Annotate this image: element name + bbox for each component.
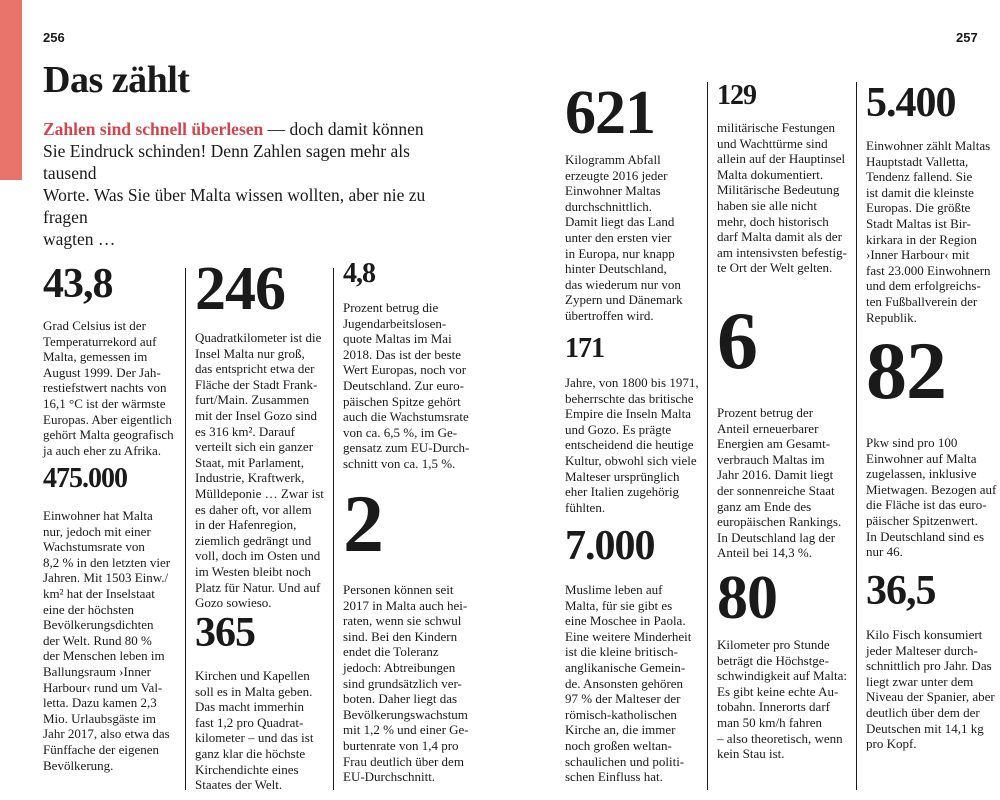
fact-text-line: nur 46. [866, 544, 903, 560]
fact-text-line: Eine weitere Minderheit [565, 628, 692, 644]
fact-text-line: Tendenz fallend. Sie [866, 169, 973, 185]
fact-text-line: deutlich über dem der [866, 704, 980, 720]
fact-number: 6 [717, 295, 757, 386]
fact-text-line: soll es in Malta geben. [195, 683, 313, 699]
fact-text-line: es 316 km². Darauf [195, 423, 295, 439]
fact-text-line: Harbour‹ rund um Val- [43, 679, 163, 695]
fact-number: 36,5 [866, 568, 936, 614]
fact-text-line: Pkw sind pro 100 [866, 435, 958, 450]
fact-text-line: Kirchen und Kapellen [195, 668, 310, 683]
fact-text-line: Wachstumsrate von [43, 539, 145, 555]
fact-text-line: päischer Spitzenwert. [866, 512, 978, 528]
fact-text-line: Empire die Inseln Malta [565, 406, 691, 422]
fact-text-line: Kilometer pro Stunde [717, 637, 830, 652]
fact-text-line: Quadratkilometer ist die [195, 330, 322, 345]
intro-line: wagten … [43, 229, 116, 249]
fact-text-line: Einwohner Maltas [565, 183, 661, 199]
fact-text-line: quote Maltas im Mai [343, 331, 452, 347]
fact-text [343, 300, 469, 472]
fact-text-line: schnittlich pro Jahr. Das [866, 658, 992, 674]
fact-text-line: der sonnenreiche Staat [717, 482, 835, 498]
fact-text-line: allein auf der Hauptinsel [717, 151, 846, 167]
fact-text-line: ten Fußballverein der [866, 293, 978, 309]
fact-text-line: Insel Malta nur groß, [195, 345, 305, 361]
fact-number: 43,8 [43, 261, 113, 307]
fact-text-line: fast 1,2 pro Quadrat- [195, 714, 304, 730]
fact-number: 129 [717, 80, 756, 111]
fact-text-line: verteilt sich ein ganzer [195, 439, 314, 455]
fact-text-line: Grad Celsius ist der [43, 318, 146, 333]
fact-text-line: fühlten. [565, 499, 606, 515]
fact-text-line: raten, wenn sie schwul [343, 613, 462, 629]
fact-text-line: eher Italien zugehörig [565, 484, 680, 500]
fact-number: 7.000 [565, 523, 655, 569]
fact-text-line: Malta, gemessen im [43, 349, 148, 365]
column-rule [856, 82, 857, 790]
fact-text [717, 405, 841, 561]
fact-text-line: übertroffen wird. [565, 307, 654, 323]
fact-text-line: erzeugte 2016 jeder [565, 167, 668, 183]
fact-text-line: europäischen Rankings. [717, 514, 842, 530]
fact-text-line: In Deutschland lag der [717, 529, 836, 545]
fact-text-line: Anteil bei 14,3 %. [717, 545, 812, 561]
fact-text-line: Staates der Welt. [195, 777, 283, 793]
fact-text [565, 582, 691, 785]
column-rule [707, 82, 708, 790]
fact-number: 246 [195, 255, 285, 323]
column-rule [185, 268, 186, 790]
fact-text-line: boten. Daher liegt das [343, 691, 458, 707]
fact-text-line: Bevölkerungswachstum [343, 706, 468, 722]
fact-text-line: beträgt die Höchstge- [717, 652, 829, 668]
fact-text-line: 8,2 % in den letzten vier [43, 554, 171, 570]
fact-text-line: ganz am Ende des [717, 498, 812, 514]
fact-text-line: Mülldeponie … Zwar ist [195, 485, 324, 501]
fact-text [565, 152, 683, 324]
fact-text-line: Jugendarbeitslosen- [343, 315, 447, 331]
fact-text-line: darf Malta damit als der [717, 229, 842, 245]
fact-text-line: Bevölkerungsdichten [43, 617, 154, 633]
fact-text-line: durchschnittlich. [565, 198, 653, 214]
fact-text-line: zugelassen, inklusive [866, 466, 977, 482]
fact-text [717, 120, 847, 276]
fact-text-line: Jahr 2016. Damit liegt [717, 467, 834, 483]
fact-text-line: anglikanische Gemein- [565, 659, 686, 675]
fact-text-line: Kilo Fisch konsumiert [866, 627, 983, 642]
fact-text-line: 2018. Das ist der beste [343, 346, 462, 362]
fact-text-line: Wert Europas, noch vor [343, 362, 467, 378]
fact-text-line: Kultur, obwohl sich viele [565, 452, 697, 468]
fact-text-line: letta. Dazu kamen 2,3 [43, 695, 157, 711]
page-number-right: 257 [956, 30, 978, 45]
fact-text-line: im Westen bleibt noch [195, 563, 312, 579]
fact-text-line: ganz klar die höchste [195, 745, 306, 761]
fact-text-line: schaulichen und politi- [565, 753, 685, 769]
fact-text-line: römisch-katholischen [565, 706, 677, 722]
fact-text-line: Temperaturrekord auf [43, 333, 157, 349]
fact-text-line: ›Inner Harbour‹ mit [866, 247, 970, 263]
fact-text-line: in Europa, nur knapp [565, 245, 675, 261]
fact-text-line: Republik. [866, 309, 917, 325]
fact-text-line: In Deutschland sind es [866, 528, 985, 544]
fact-text-line: fast 23.000 Einwohnern [866, 262, 991, 278]
fact-text-line: Ballungsraum ›Inner [43, 663, 151, 679]
fact-text-line: ist die kleine britisch- [565, 644, 679, 660]
fact-text-line: mit 1,2 % und einer Ge- [343, 722, 469, 738]
fact-text-line: Niveau der Spanier, aber [866, 689, 995, 705]
fact-number: 2 [343, 478, 383, 569]
fact-number: 82 [866, 325, 946, 416]
fact-text-line: Industrie, Kraftwerk, [195, 470, 305, 486]
fact-text-line: Einwohner hat Malta [43, 508, 153, 523]
fact-text [43, 508, 170, 773]
fact-number: 80 [717, 564, 777, 632]
fact-text [565, 375, 699, 515]
fact-text-line: Kirche an, die immer [565, 722, 676, 738]
fact-text-line: Zypern und Dänemark [565, 292, 683, 308]
fact-text-line: Fläche der Stadt Frank- [195, 376, 318, 392]
fact-text-line: verbrauch Maltas im [717, 451, 825, 467]
fact-text-line: haben sie alle nicht [717, 197, 817, 213]
fact-text-line: Mio. Urlaubsgäste im [43, 710, 157, 726]
fact-text-line: Malta dokumentiert. [717, 166, 824, 182]
fact-text-line: burtenrate von 1,4 pro [343, 737, 459, 753]
fact-text-line: unter den ersten vier [565, 229, 672, 245]
column-rule [333, 268, 334, 790]
fact-text-line: nur, jedoch mit einer [43, 523, 151, 539]
fact-text-line: der Menschen leben im [43, 648, 165, 664]
fact-text-line: ziemlich gedrängt und [195, 532, 312, 548]
fact-text-line: jeder Malteser durch- [866, 642, 978, 658]
fact-text-line: Hauptstadt Valletta, [866, 153, 969, 169]
intro-paragraph [43, 118, 448, 250]
fact-text-line: Staat, mit Parlament, [195, 454, 305, 470]
fact-text-line: militärische Festungen [717, 120, 836, 135]
fact-text-line: Muslime leben auf [565, 582, 663, 597]
intro-line: — doch damit können [263, 119, 424, 139]
fact-text-line: furt/Main. Zusammen [195, 392, 310, 408]
fact-text-line: eine der höchsten [43, 601, 134, 617]
fact-text-line: Anteil erneuerbarer [717, 420, 819, 436]
fact-text-line: schnitt von ca. 1,5 %. [343, 455, 456, 471]
accent-bar [0, 0, 22, 180]
intro-lead: Zahlen sind schnell überlesen [43, 119, 264, 139]
fact-text-line: sind grundsätzlich ver- [343, 675, 462, 691]
fact-text-line: Militärische Bedeutung [717, 182, 840, 198]
fact-number: 365 [195, 610, 255, 656]
fact-text-line: te Ort der Welt gelten. [717, 260, 833, 276]
fact-text-line: Jahren. Mit 1503 Einw./ [43, 570, 169, 586]
fact-text-line: Fünffache der eigenen [43, 741, 159, 757]
fact-number: 4,8 [343, 258, 375, 289]
fact-text-line: Stadt Maltas ist Bir- [866, 215, 971, 231]
fact-text [866, 435, 996, 560]
fact-text-line: Mietwagen. Bezogen auf [866, 481, 997, 497]
fact-text-line: Kilogramm Abfall [565, 152, 661, 167]
page-number-left: 256 [43, 30, 65, 45]
fact-text-line: 97 % der Malteser der [565, 691, 681, 707]
fact-text-line: tobahn. Innerorts darf [717, 699, 830, 715]
fact-text-line: pro Kopf. [866, 736, 917, 752]
fact-text-line: Es gibt keine echte Au- [717, 683, 839, 699]
fact-text-line: liegt zwar unter dem [866, 673, 974, 689]
fact-text-line: 2017 in Malta auch hei- [343, 597, 468, 613]
fact-text-line: Deutschland. Zur euro- [343, 377, 464, 393]
fact-text [195, 668, 313, 793]
fact-text-line: Bevölkerung. [43, 757, 114, 773]
fact-text-line: und Wachttürme sind [717, 135, 828, 151]
fact-text [343, 582, 469, 785]
fact-text-line: Jahr 2017, also etwa das [43, 726, 170, 742]
fact-text-line: Einwohner auf Malta [866, 450, 977, 466]
fact-text-line: mit der Insel Gozo sind [195, 407, 318, 423]
fact-text-line: Gozo sowieso. [195, 595, 272, 611]
fact-text-line: kirkara in der Region [866, 231, 977, 247]
fact-text-line: Malta, für sie gibt es [565, 597, 673, 613]
fact-text-line: 16,1 °C ist der wärmste [43, 395, 166, 411]
fact-text-line: Malteser ursprünglich [565, 468, 680, 484]
fact-text-line: und dem erfolgreichs- [866, 278, 981, 294]
fact-text-line: der Welt. Rund 80 % [43, 632, 152, 648]
fact-number: 171 [565, 333, 604, 364]
fact-text-line: gensatz zum EU-Durch- [343, 440, 470, 456]
fact-text-line: mehr, doch historisch [717, 213, 829, 229]
fact-text-line: auch die Wachstumsrate [343, 409, 469, 425]
fact-text-line: das wiederum nur von [565, 276, 681, 292]
fact-text-line: Personen können seit [343, 582, 454, 597]
fact-text-line: sind. Bei den Kindern [343, 628, 458, 644]
fact-text-line: Deutschen mit 14,1 kg [866, 720, 984, 736]
fact-text-line: entscheidend die heutige [565, 437, 694, 453]
fact-text-line: Platz für Natur. Und auf [195, 579, 321, 595]
fact-text [866, 627, 995, 752]
fact-text-line: in der Hafenregion, [195, 517, 297, 533]
fact-text [717, 637, 847, 762]
fact-text-line: am intensivsten befestig- [717, 244, 847, 260]
fact-text-line: Kirchendichte eines [195, 761, 299, 777]
fact-number: 475.000 [43, 463, 127, 494]
fact-text-line: man 50 km/h fahren [717, 714, 823, 730]
fact-text-line: endet die Toleranz [343, 644, 439, 660]
fact-text-line: beherrschte das britische [565, 390, 694, 406]
fact-text-line: Europas. Die größte [866, 200, 971, 216]
fact-text-line: schen Einfluss hat. [565, 769, 663, 785]
fact-text-line: ist damit die kleinste [866, 184, 974, 200]
fact-text-line: von ca. 6,5 %, im Ge- [343, 424, 458, 440]
fact-text-line: das entspricht etwa der [195, 361, 315, 377]
page-title: Das zählt [43, 59, 190, 101]
fact-text-line: kein Stau ist. [717, 746, 785, 762]
fact-text-line: die Fläche ist das euro- [866, 497, 987, 513]
fact-text-line: Jahre, von 1800 bis 1971, [565, 375, 699, 390]
fact-text-line: Frau deutlich über dem [343, 753, 464, 769]
fact-text-line: hinter Deutschland, [565, 261, 667, 277]
fact-text-line: Damit liegt das Land [565, 214, 675, 230]
fact-text-line: päischen Spitze gehört [343, 393, 461, 409]
fact-text [866, 138, 991, 325]
fact-text-line: August 1999. Der Jah- [43, 364, 161, 380]
fact-text-line: noch großen weltan- [565, 737, 672, 753]
fact-text-line: Europas. Aber eigentlich [43, 411, 172, 427]
fact-text-line: Prozent betrug der [717, 405, 814, 420]
fact-text-line: Das macht immerhin [195, 699, 305, 715]
fact-text-line: Energien am Gesamt- [717, 436, 831, 452]
fact-number: 5.400 [866, 80, 956, 126]
fact-text [195, 330, 324, 611]
fact-text-line: EU-Durchschnitt. [343, 769, 436, 785]
fact-text-line: – also theoretisch, wenn [717, 730, 843, 746]
fact-text-line: voll, doch im Osten und [195, 548, 321, 564]
fact-text-line: kilometer – und das ist [195, 730, 314, 746]
fact-text-line: jedoch: Abtreibungen [343, 659, 456, 675]
fact-text-line: es daher oft, vor allem [195, 501, 312, 517]
fact-text-line: de. Ansonsten gehören [565, 675, 684, 691]
intro-line: Sie Eindruck schinden! Denn Zahlen sagen mehr als tausend [43, 141, 410, 183]
fact-text-line: km² hat der Inselstaat [43, 585, 155, 601]
fact-text-line: Prozent betrug die [343, 300, 439, 315]
intro-line: Worte. Was Sie über Malta wissen wollten, aber nie zu fragen [43, 185, 426, 227]
fact-text-line: gehört Malta geografisch [43, 427, 174, 443]
fact-text-line: eine Moschee in Paola. [565, 613, 686, 629]
fact-text-line: ja auch eher zu Afrika. [43, 442, 162, 458]
fact-text-line: und Gozo. Es prägte [565, 421, 672, 437]
fact-text-line: restiefstwert nachts von [43, 380, 167, 396]
fact-number: 621 [565, 79, 655, 147]
fact-text [43, 318, 174, 458]
fact-text-line: Einwohner zählt Maltas [866, 138, 991, 153]
fact-text-line: schwindigkeit auf Malta: [717, 668, 847, 684]
